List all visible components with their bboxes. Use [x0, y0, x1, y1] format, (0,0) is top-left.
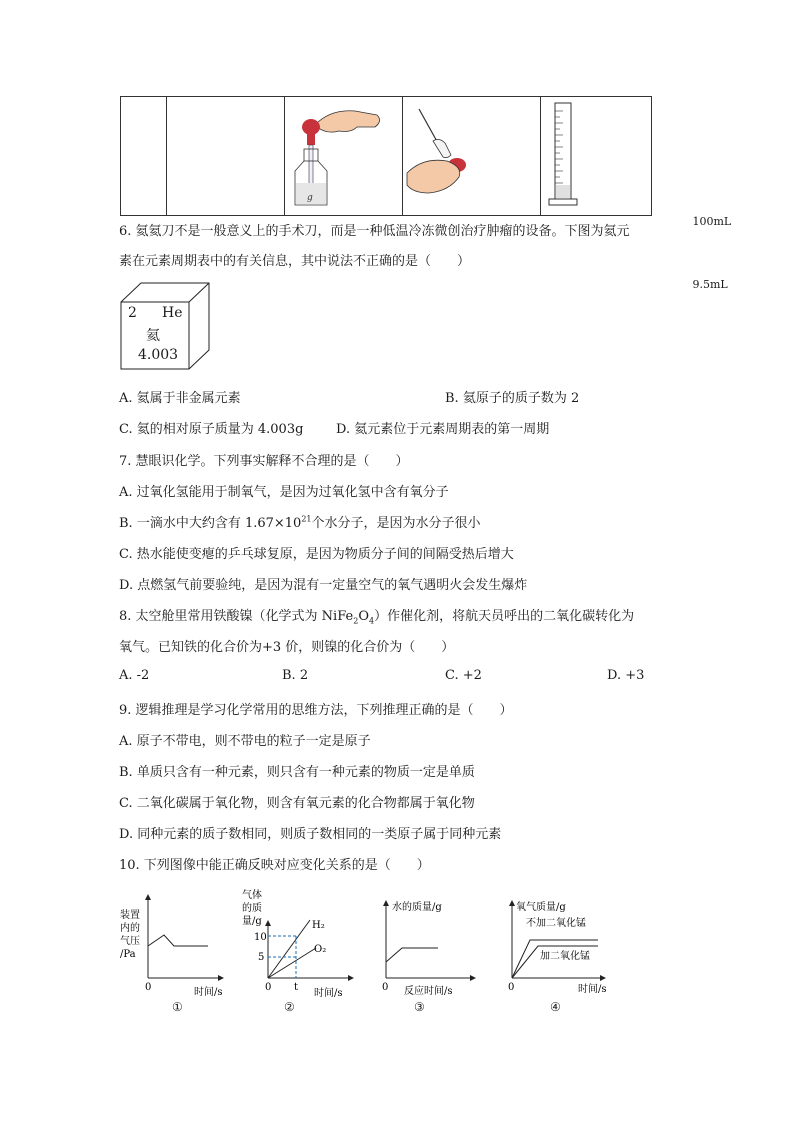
element-name: 氦 [146, 328, 160, 344]
q7-option-a: A. 过氧化氢能用于制氧气，是因为过氧化氢中含有氧分子 [119, 485, 449, 500]
q8-stem-post: ）作催化剂，将航天员呼出的二氧化碳转化为 [374, 609, 635, 624]
q6-option-c: C. 氦的相对原子质量为 4.003g [119, 422, 304, 437]
chart-1-origin: 0 [145, 982, 152, 993]
q8-option-b: B. 2 [282, 668, 309, 683]
q9-option-d: D. 同种元素的质子数相同，则质子数相同的一类原子属于同种元素 [119, 827, 502, 842]
q10-stem: 10. 下列图像中能正确反映对应变化关系的是（ ） [119, 858, 430, 873]
chart-2-number: ② [284, 1000, 295, 1014]
q6-stem-line2: 素在元素周期表中的有关信息，其中说法不正确的是（ ） [119, 254, 471, 269]
q8-sub-4: 4 [368, 616, 375, 626]
chart-2-ylabel-line1: 气体 [242, 890, 262, 901]
q9-option-a: A. 原子不带电，则不带电的粒子一定是原子 [119, 734, 371, 749]
chart-2-series-h2: H₂ [312, 920, 325, 931]
q8-stem-line1 [119, 605, 634, 626]
chart-2-gas-mass [238, 882, 358, 1000]
q7-stem: 7. 慧眼识化学。下列事实解释不合理的是（ ） [119, 454, 409, 469]
chart-1-pressure [118, 880, 228, 1000]
chart-4-series-with-mno2: 加二氧化锰 [540, 951, 590, 962]
q6-option-a: A. 氦属于非金属元素 [119, 391, 241, 406]
chart-3-number: ③ [414, 1000, 425, 1014]
chart-2-ylabel-line3: 量/g [242, 916, 262, 927]
chart-2-series-o2: O₂ [314, 944, 327, 955]
q9-stem: 9. 逻辑推理是学习化学常用的思维方法，下列推理正确的是（ ） [119, 703, 513, 718]
cylinder-label-100ml: 100mL [692, 214, 732, 228]
chart-2-origin: 0 [265, 982, 272, 993]
q7-option-b [119, 512, 481, 531]
q7-option-b-pre: B. 一滴水中大约含有 1.67×10 [119, 516, 302, 531]
q9-option-c: C. 二氧化碳属于氧化物，则含有氧元素的化合物都属于氧化物 [119, 796, 475, 811]
table-cell-dropper-hand [403, 97, 541, 216]
chart-4-ylabel: 氧气质量/g [516, 902, 566, 913]
chart-1-ylabel-line2: 内的 [120, 923, 140, 934]
chart-2-xlabel: 时间/s [314, 988, 343, 999]
q7-option-d: D. 点燃氢气前要验纯，是因为混有一定量空气的氧气遇明火会发生爆炸 [119, 578, 528, 593]
chart-1-ylabel-line3: 气压 [120, 936, 140, 947]
q6-stem-line1: 6. 氦氦刀不是一般意义上的手术刀，而是一种低温冷冻微创治疗肿瘤的设备。下图为氦元 [119, 224, 630, 239]
chart-2-ylabel-line2: 的质 [242, 903, 262, 914]
q7-option-c: C. 热水能使变瘪的乒乓球复原，是因为物质分子间的间隔受热后增大 [119, 547, 514, 562]
q6-option-d: D. 氦元素位于元素周期表的第一周期 [336, 422, 550, 437]
q8-option-a: A. -2 [119, 668, 150, 683]
q7-option-b-post: 个水分子，是因为水分子很小 [311, 516, 481, 531]
element-symbol: He [162, 305, 183, 321]
q8-stem-line2: 氧气。已知铁的化合价为+3 价，则镍的化合价为（ ） [119, 640, 455, 655]
chart-3-origin: 0 [382, 982, 389, 993]
chart-1-ylabel-line1: 装置 [120, 910, 140, 921]
graduated-cylinder-illustration [541, 97, 651, 211]
cylinder-label-9-5ml: 9.5mL [692, 277, 728, 291]
element-atomic-mass: 4.003 [138, 347, 179, 363]
chart-4-series-no-mno2: 不加二氧化锰 [526, 918, 586, 929]
element-atomic-number: 2 [128, 305, 137, 321]
table-cell-dropper-bottle [285, 97, 403, 216]
chart-2-ytick-10: 10 [254, 932, 267, 943]
table-cell-graduated-cylinder [541, 97, 732, 291]
table-cell-blank-2 [167, 97, 285, 216]
chart-3-xlabel: 反应时间/s [404, 986, 453, 997]
table-cell-blank-1 [121, 97, 167, 216]
q7-option-b-exponent: 21 [301, 514, 312, 524]
q8-formula-o: O [358, 609, 369, 624]
q8-option-d: D. +3 [607, 668, 645, 683]
q9-option-b: B. 单质只含有一种元素，则只含有一种元素的物质一定是单质 [119, 765, 475, 780]
chart-2-ytick-5: 5 [258, 952, 265, 963]
q8-stem-pre: 8. 太空舱里常用铁酸镍（化学式为 NiFe [119, 609, 354, 624]
q8-sub-2: 2 [353, 616, 359, 626]
chart-2-xtick-t: t [294, 982, 299, 993]
chart-1-xlabel: 时间/s [194, 987, 223, 998]
chart-4-number: ④ [550, 1000, 561, 1014]
q8-option-c: C. +2 [445, 668, 482, 683]
chart-3-water-mass [372, 896, 482, 1000]
chart-3-ylabel: 水的质量/g [392, 902, 442, 913]
chart-4-xlabel: 时间/s [578, 984, 607, 995]
dropper-hand-illustration [403, 97, 540, 211]
q6-option-b: B. 氦原子的质子数为 2 [445, 391, 580, 406]
chart-1-ylabel-line4: /Pa [120, 949, 136, 960]
chart-4-origin: 0 [508, 982, 515, 993]
dropper-bottle-illustration [285, 97, 402, 211]
svg-text:g: g [307, 193, 313, 203]
chart-4-oxygen-mass [498, 896, 618, 1000]
chart-1-number: ① [172, 1000, 183, 1014]
